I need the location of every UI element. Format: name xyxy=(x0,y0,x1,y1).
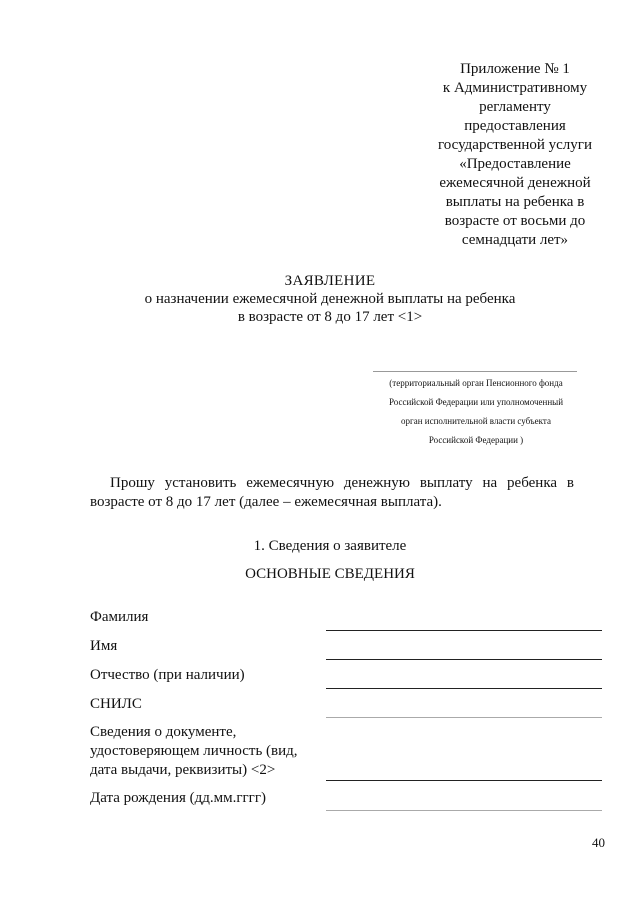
appendix-line: регламенту xyxy=(479,99,551,115)
surname-field[interactable] xyxy=(326,630,602,631)
appendix-line: возрасте от восьми до xyxy=(444,213,586,229)
appendix-line: семнадцати лет» xyxy=(461,232,569,248)
identity-doc-label-line: дата выдачи, реквизиты) <2> xyxy=(90,762,276,778)
appendix-line: «Предоставление xyxy=(459,156,571,172)
appendix-line: государственной услуги xyxy=(438,137,592,153)
snils-field[interactable] xyxy=(326,717,602,718)
appendix-line: ежемесячной денежной xyxy=(439,175,591,191)
authority-caption xyxy=(362,374,590,450)
identity-doc-field[interactable] xyxy=(326,780,602,781)
appendix-line: выплаты на ребенка в xyxy=(445,194,585,210)
birth-date-field[interactable] xyxy=(326,810,602,811)
appendix-header xyxy=(420,60,610,250)
request-line: Прошу установить ежемесячную денежную выплату на ребенка в xyxy=(110,475,574,491)
document-title: ЗАЯВЛЕНИЕ xyxy=(284,273,376,289)
appendix-line: предоставления xyxy=(464,118,566,134)
identity-doc-label-line: Сведения о документе, xyxy=(90,724,237,740)
authority-caption-line: (территориальный орган Пенсионного фонда xyxy=(389,378,563,388)
name-label: Имя xyxy=(90,638,118,654)
request-paragraph xyxy=(90,474,574,512)
document-title-block xyxy=(60,272,600,326)
name-field[interactable] xyxy=(326,659,602,660)
document-subtitle-line: в возрасте от 8 до 17 лет <1> xyxy=(237,309,423,325)
birth-date-label: Дата рождения (дд.мм.гггг) xyxy=(90,790,266,806)
section-title: 1. Сведения о заявителе xyxy=(253,538,407,554)
patronymic-label: Отчество (при наличии) xyxy=(90,667,245,683)
page-number: 40 xyxy=(592,835,605,850)
document-subtitle-line: о назначении ежемесячной денежной выплаты на ребенка xyxy=(144,291,516,307)
appendix-line: Приложение № 1 xyxy=(460,61,570,77)
subsection-title: ОСНОВНЫЕ СВЕДЕНИЯ xyxy=(245,566,415,582)
request-line: возрасте от 8 до 17 лет (далее – ежемесячная выплата). xyxy=(90,494,442,510)
authority-input-line[interactable] xyxy=(373,371,577,372)
authority-caption-line: Российской Федерации или уполномоченный xyxy=(388,397,564,407)
identity-doc-label-line: удостоверяющем личность (вид, xyxy=(90,743,298,759)
appendix-line: к Административному xyxy=(442,80,588,96)
authority-caption-line: Российской Федерации ) xyxy=(428,435,524,445)
surname-label: Фамилия xyxy=(90,609,149,625)
authority-caption-line: орган исполнительной власти субъекта xyxy=(401,416,551,426)
patronymic-field[interactable] xyxy=(326,688,602,689)
snils-label: СНИЛС xyxy=(90,696,142,712)
